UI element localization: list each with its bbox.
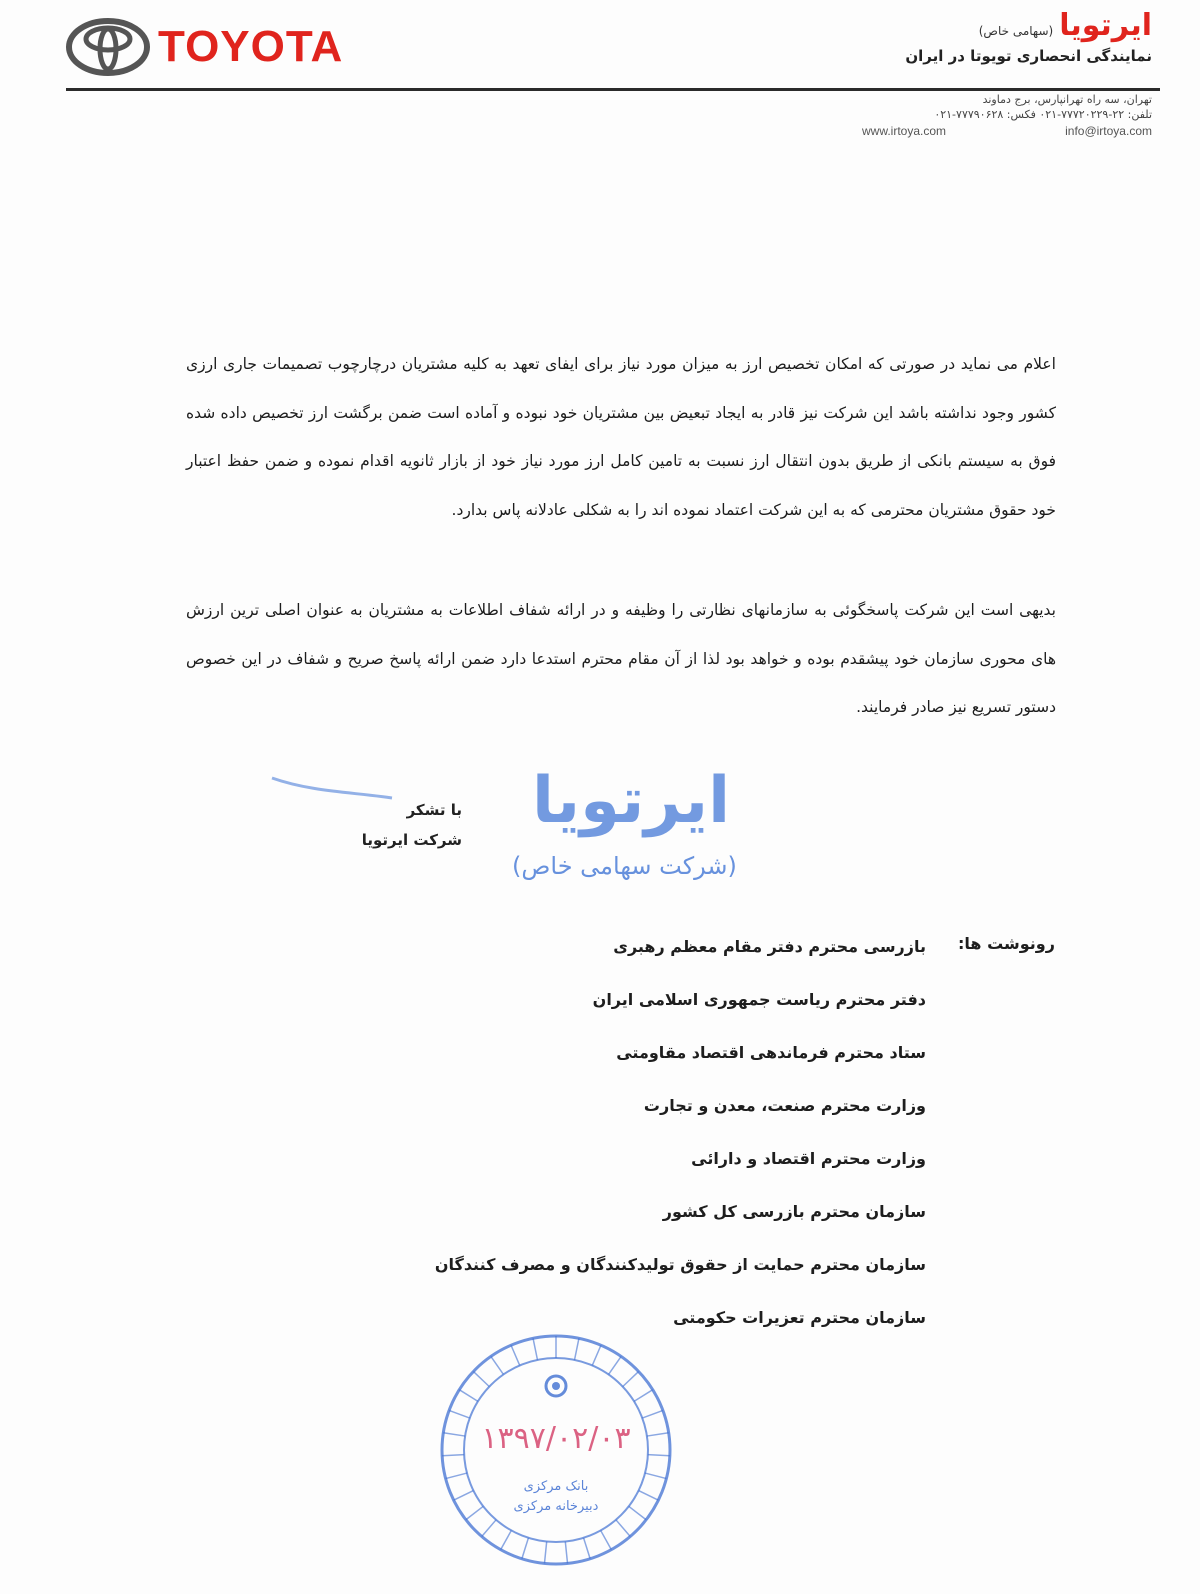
stamp-dial-divider bbox=[645, 1473, 666, 1479]
stamp-dial-divider bbox=[642, 1410, 663, 1418]
header-divider bbox=[66, 88, 1160, 91]
stamp-dial-divider bbox=[459, 1390, 478, 1402]
stamp-dial-divider bbox=[616, 1520, 630, 1537]
toyota-wordmark: TOYOTA bbox=[158, 22, 344, 71]
address-line: تهران، سه راه تهرانپارس، برج دماوند bbox=[982, 93, 1152, 106]
cc-title: رونوشت ها: bbox=[958, 934, 1055, 953]
cc-list bbox=[380, 932, 926, 1356]
stamp-dial-divider bbox=[592, 1345, 601, 1365]
stamp-emblem-icon bbox=[546, 1376, 566, 1396]
stamp-dial-divider bbox=[544, 1542, 546, 1564]
stamp-dial-divider bbox=[629, 1506, 646, 1519]
toyota-logo bbox=[66, 18, 343, 76]
stamp-dial-divider bbox=[647, 1433, 669, 1436]
stamp-dial-divider bbox=[533, 1338, 537, 1360]
cc-item: دفتر محترم ریاست جمهوری اسلامی ایران bbox=[592, 990, 926, 1009]
stamp-dial-divider bbox=[648, 1455, 670, 1456]
signatory-company: شرکت ایرتویا bbox=[361, 831, 462, 849]
seal-company-type: (شرکت سهامی خاص) bbox=[512, 852, 737, 880]
seal-company-name: ایرتویا bbox=[532, 764, 730, 838]
company-letterhead bbox=[905, 8, 1152, 65]
stamp-dial-divider bbox=[443, 1433, 465, 1436]
body-paragraph-2: بدیهی است این شرکت پاسخگوئی به سازمانهای نظارتی را وظیفه و در ارائه شفاف اطلاعات به مشتریان به عنوان اصلی ترین ارزش های محوری سازمان خود پیشقدم بوده و خواهد بود لذا از آن مقام محترم استدعا دارد ضمن ارائه پاسخ صریح و شفاف در این خصوص دستور تسریع نیز صادر فرمایند. bbox=[186, 601, 1056, 716]
stamp-dial-divider bbox=[634, 1390, 653, 1402]
stamp-line-2: دبیرخانه مرکزی bbox=[513, 1499, 599, 1514]
email: info@irtoya.com bbox=[1065, 124, 1152, 138]
cc-item: سازمان محترم تعزیرات حکومتی bbox=[673, 1308, 926, 1327]
website: www.irtoya.com bbox=[862, 124, 947, 138]
stamp-dial-divider bbox=[466, 1506, 483, 1519]
stamp-dial-divider bbox=[601, 1530, 612, 1549]
signature-block bbox=[342, 795, 462, 855]
stamp-line-1: بانک مرکزی bbox=[523, 1479, 589, 1494]
phone-fax-line: تلفن: ۲۲-۷۷۷۲۰۲۲۹-۰۲۱ فکس: ۷۷۷۹۰۶۲۸-۰۲۱ bbox=[934, 108, 1152, 121]
stamp-dial-divider bbox=[449, 1410, 470, 1418]
cc-item: وزارت محترم صنعت، معدن و تجارت bbox=[643, 1096, 926, 1115]
toyota-emblem-icon bbox=[66, 18, 150, 76]
cc-item: سازمان محترم حمایت از حقوق تولیدکنندگان و مصرف کنندگان bbox=[434, 1255, 926, 1274]
stamp-dial-divider bbox=[442, 1455, 464, 1456]
stamp-dial-divider bbox=[522, 1538, 529, 1559]
closing-text: با تشکر bbox=[406, 801, 462, 819]
contact-block bbox=[934, 92, 1152, 122]
stamp-dial-divider bbox=[473, 1371, 489, 1386]
cc-item: سازمان محترم بازرسی کل کشور bbox=[662, 1202, 926, 1221]
stamp-dial-divider bbox=[491, 1356, 504, 1374]
stamp-dial-divider bbox=[511, 1345, 520, 1365]
stamp-date: ۱۳۹۷/۰۲/۰۳ bbox=[481, 1421, 631, 1456]
stamp-dial-divider bbox=[575, 1338, 579, 1360]
stamp-dial-divider bbox=[639, 1491, 659, 1501]
stamp-dial-divider bbox=[501, 1530, 512, 1549]
stamp-dial-divider bbox=[565, 1542, 567, 1564]
stamp-dial-divider bbox=[454, 1491, 474, 1501]
company-name: ایرتویا bbox=[1059, 8, 1152, 43]
stamp-dial-divider bbox=[482, 1520, 496, 1537]
cc-item: ستاد محترم فرماندهی اقتصاد مقاومتی bbox=[616, 1043, 926, 1062]
company-tagline: نمایندگی انحصاری تویوتا در ایران bbox=[905, 47, 1152, 65]
stamp-dial-divider bbox=[446, 1473, 467, 1479]
cc-item: بازرسی محترم دفتر مقام معظم رهبری bbox=[613, 937, 926, 956]
cc-item: وزارت محترم اقتصاد و دارائی bbox=[691, 1149, 926, 1168]
stamp-dial-divider bbox=[623, 1371, 639, 1386]
company-type: (سهامی خاص) bbox=[978, 24, 1054, 38]
central-bank-receipt-stamp bbox=[436, 1330, 676, 1570]
stamp-dial-divider bbox=[584, 1538, 591, 1559]
body-paragraph-1: اعلام می نماید در صورتی که امکان تخصیص ارز به میزان مورد نیاز برای ایفای تعهد به کلیه مشتریان درچارچوب تصمیمات جاری ارزی کشور وجود نداشته باشد این شرکت نیز قادر به ایجاد تبعیض بین مشتریان خود نبوده و آماده است ضمن برگشت ارز تخصیص داده شده فوق به سیستم بانکی از طریق بدون انتقال ارز نسبت به تامین کامل ارز مورد نیاز خود از بازار ثانویه اقدام نموده و ضمن حفظ اعتبار خود حقوق مشتریان محترمی که به این شرکت اعتماد نموده اند را به شکلی عادلانه پاس بدارد. bbox=[186, 355, 1056, 519]
stamp-dial-divider bbox=[609, 1356, 622, 1374]
